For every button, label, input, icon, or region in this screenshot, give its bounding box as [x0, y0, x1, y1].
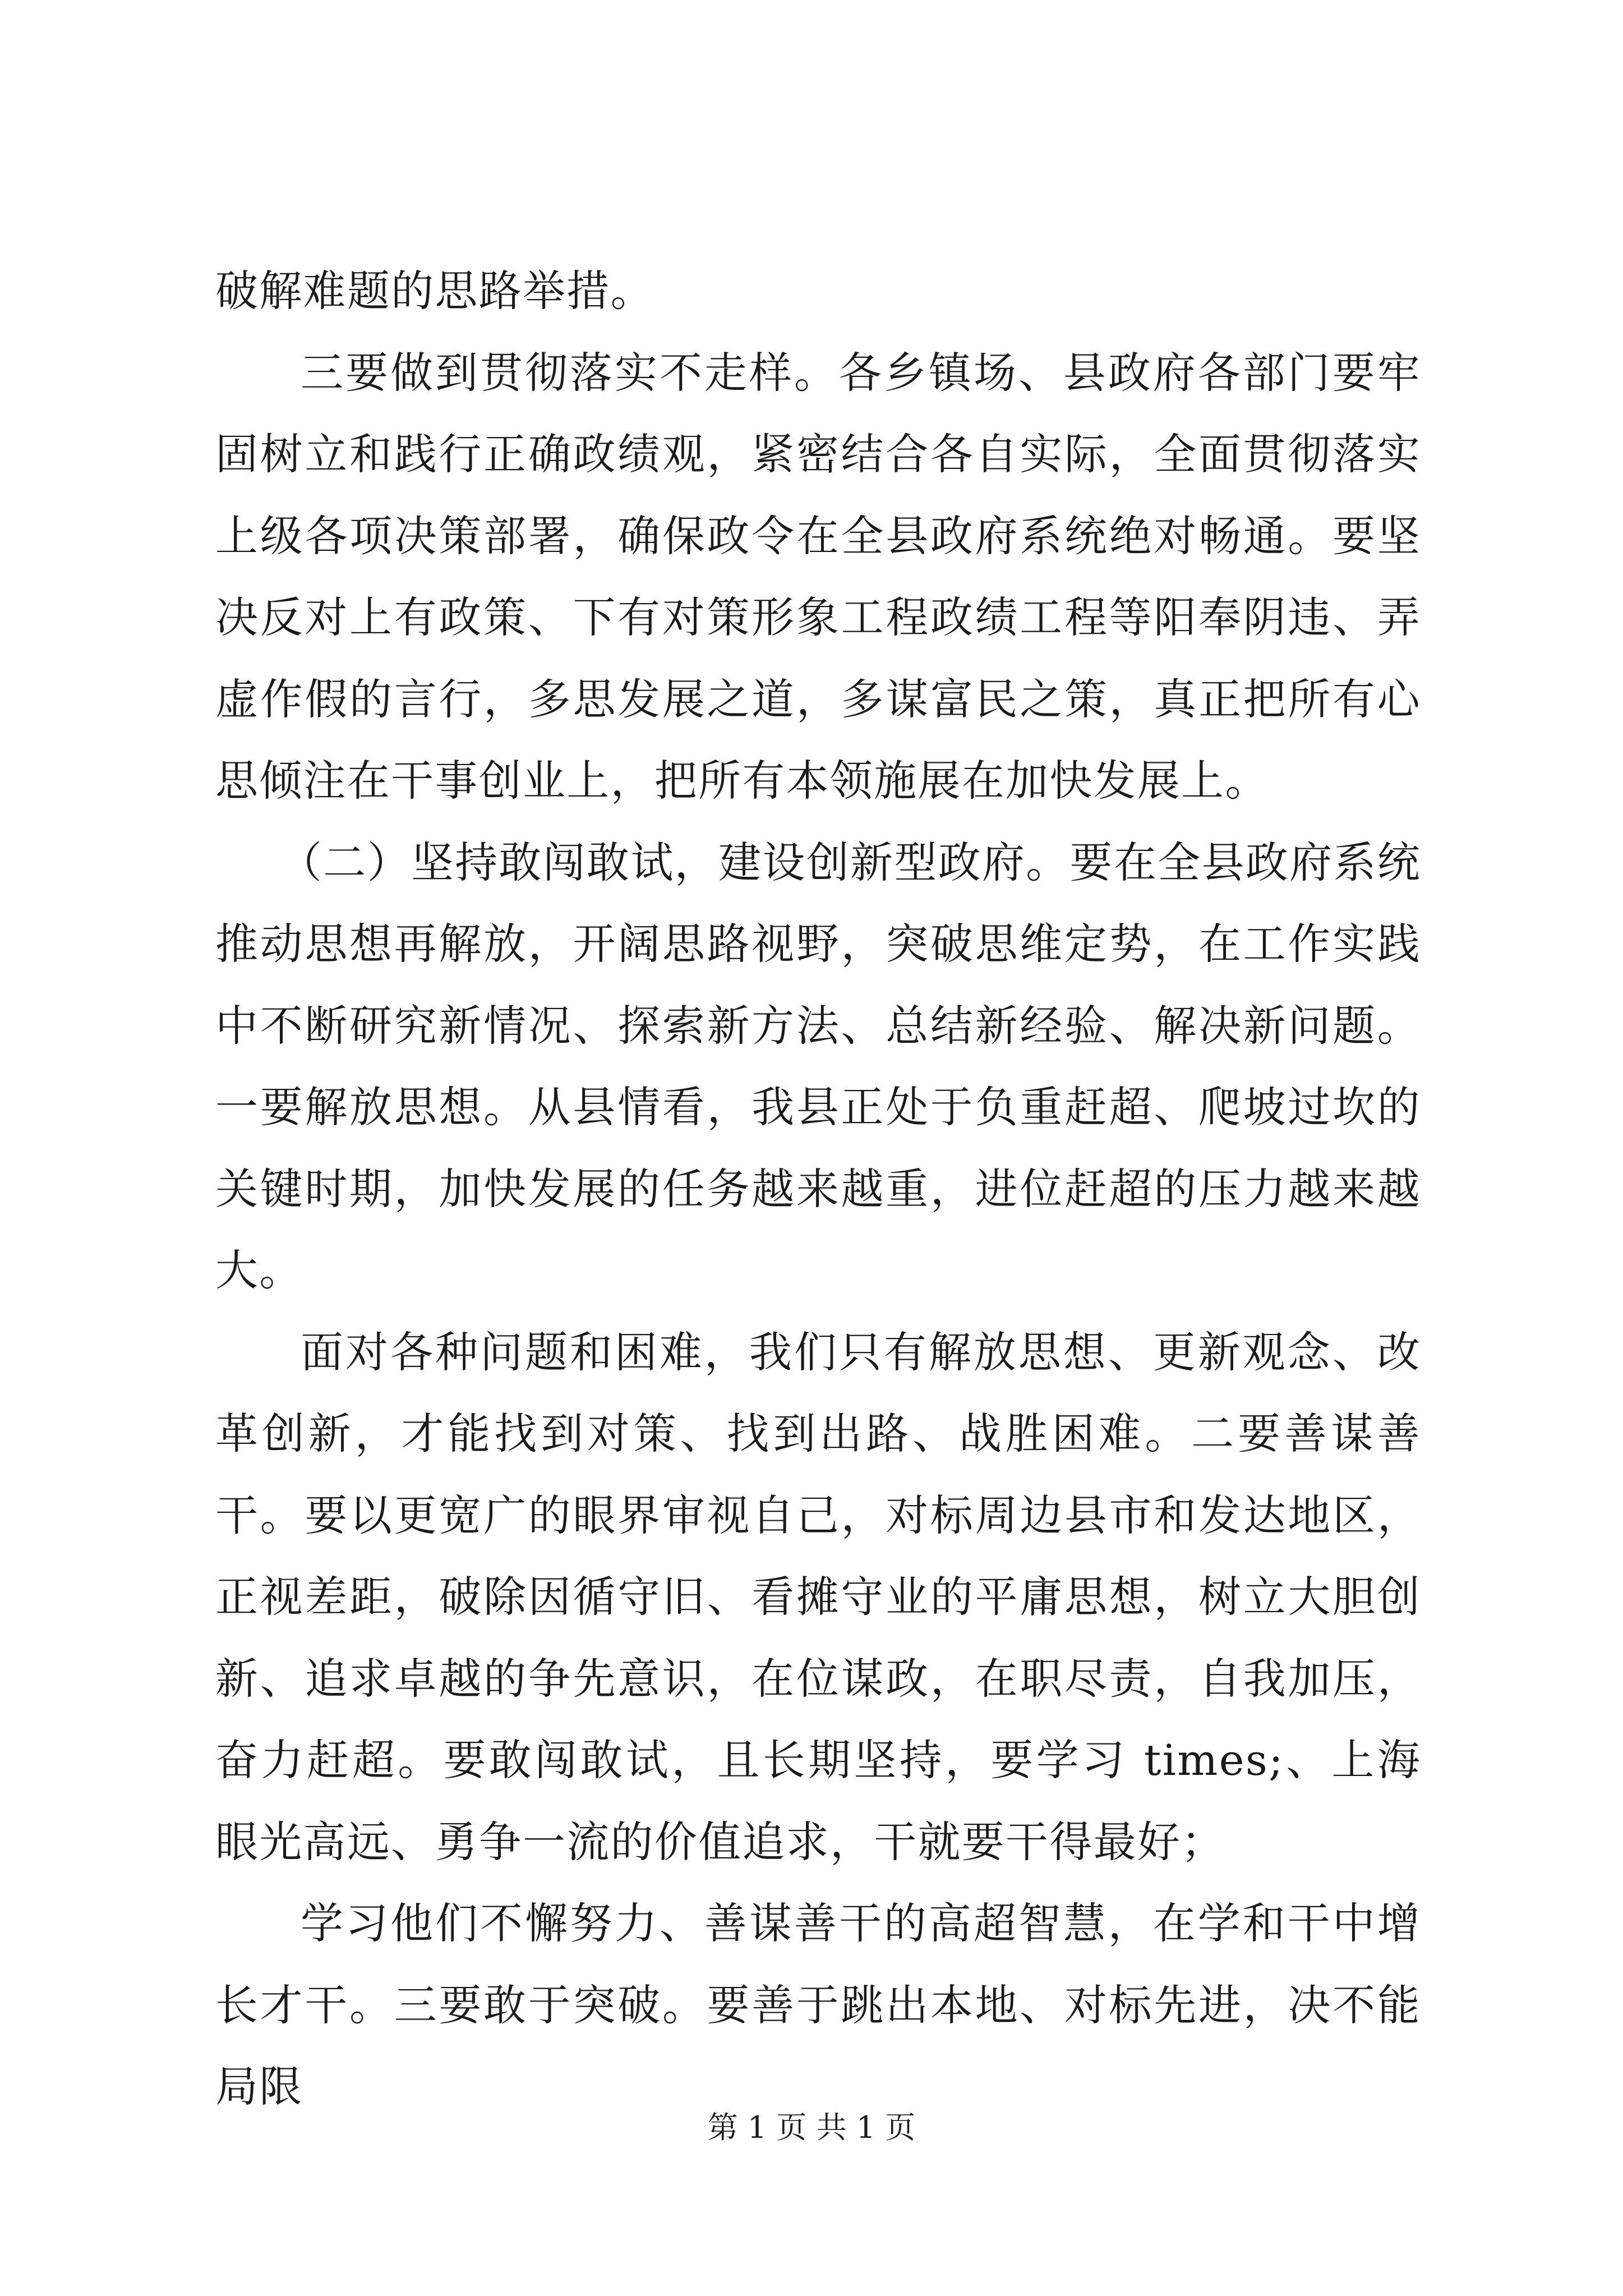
- page-number-label: 第 1 页 共 1 页: [707, 2110, 916, 2145]
- paragraph-implementation: 三要做到贯彻落实不走样。各乡镇场、县政府各部门要牢固树立和践行正确政绩观，紧密结合各自实际，全面贯彻落实上级各项决策部署，确保政令在全县政府系统绝对畅通。要坚决反对上有政策、下有对策形象工程政绩工程等阳奉阴违、弄虚作假的言行，多思发展之道，多谋富民之策，真正把所有心思倾注在干事创业上，把所有本领施展在加快发展上。: [215, 347, 1421, 806]
- paragraph-problems: 面对各种问题和困难，我们只有解放思想、更新观念、改革创新，才能找到对策、找到出路、战胜困难。二要善谋善干。要以更宽广的眼界审视自己，对标周边县市和发达地区，正视差距，破除因循守旧、看摊守业的平庸思想，树立大胆创新、追求卓越的争先意识，在位谋政，在职尽责，自我加压，奋力赶超。要敢闯敢试，且长期坚持，要学习 times;、上海眼光高远、勇争一流的价值追求，干就要干得最好；: [215, 1327, 1421, 1867]
- paragraph-section-two: （二）坚持敢闯敢试，建设创新型政府。要在全县政府系统推动思想再解放，开阔思路视野，突破思维定势，在工作实践中不断研究新情况、探索新方法、总结新经验、解决新问题。一要解放思想。从县情看，我县正处于负重赶超、爬坡过坎的关键时期，加快发展的任务越来越重，进位赶超的压力越来越大。: [215, 837, 1421, 1295]
- document-body: [215, 250, 1421, 2128]
- paragraph-learning: 学习他们不懈努力、善谋善干的高超智慧，在学和干中增长才干。三要敢于突破。要善于跳出本地、对标先进，决不能局限: [215, 1898, 1421, 2111]
- paragraph-continuation: 破解难题的思路举措。: [215, 266, 654, 316]
- page-footer: [0, 2108, 1623, 2147]
